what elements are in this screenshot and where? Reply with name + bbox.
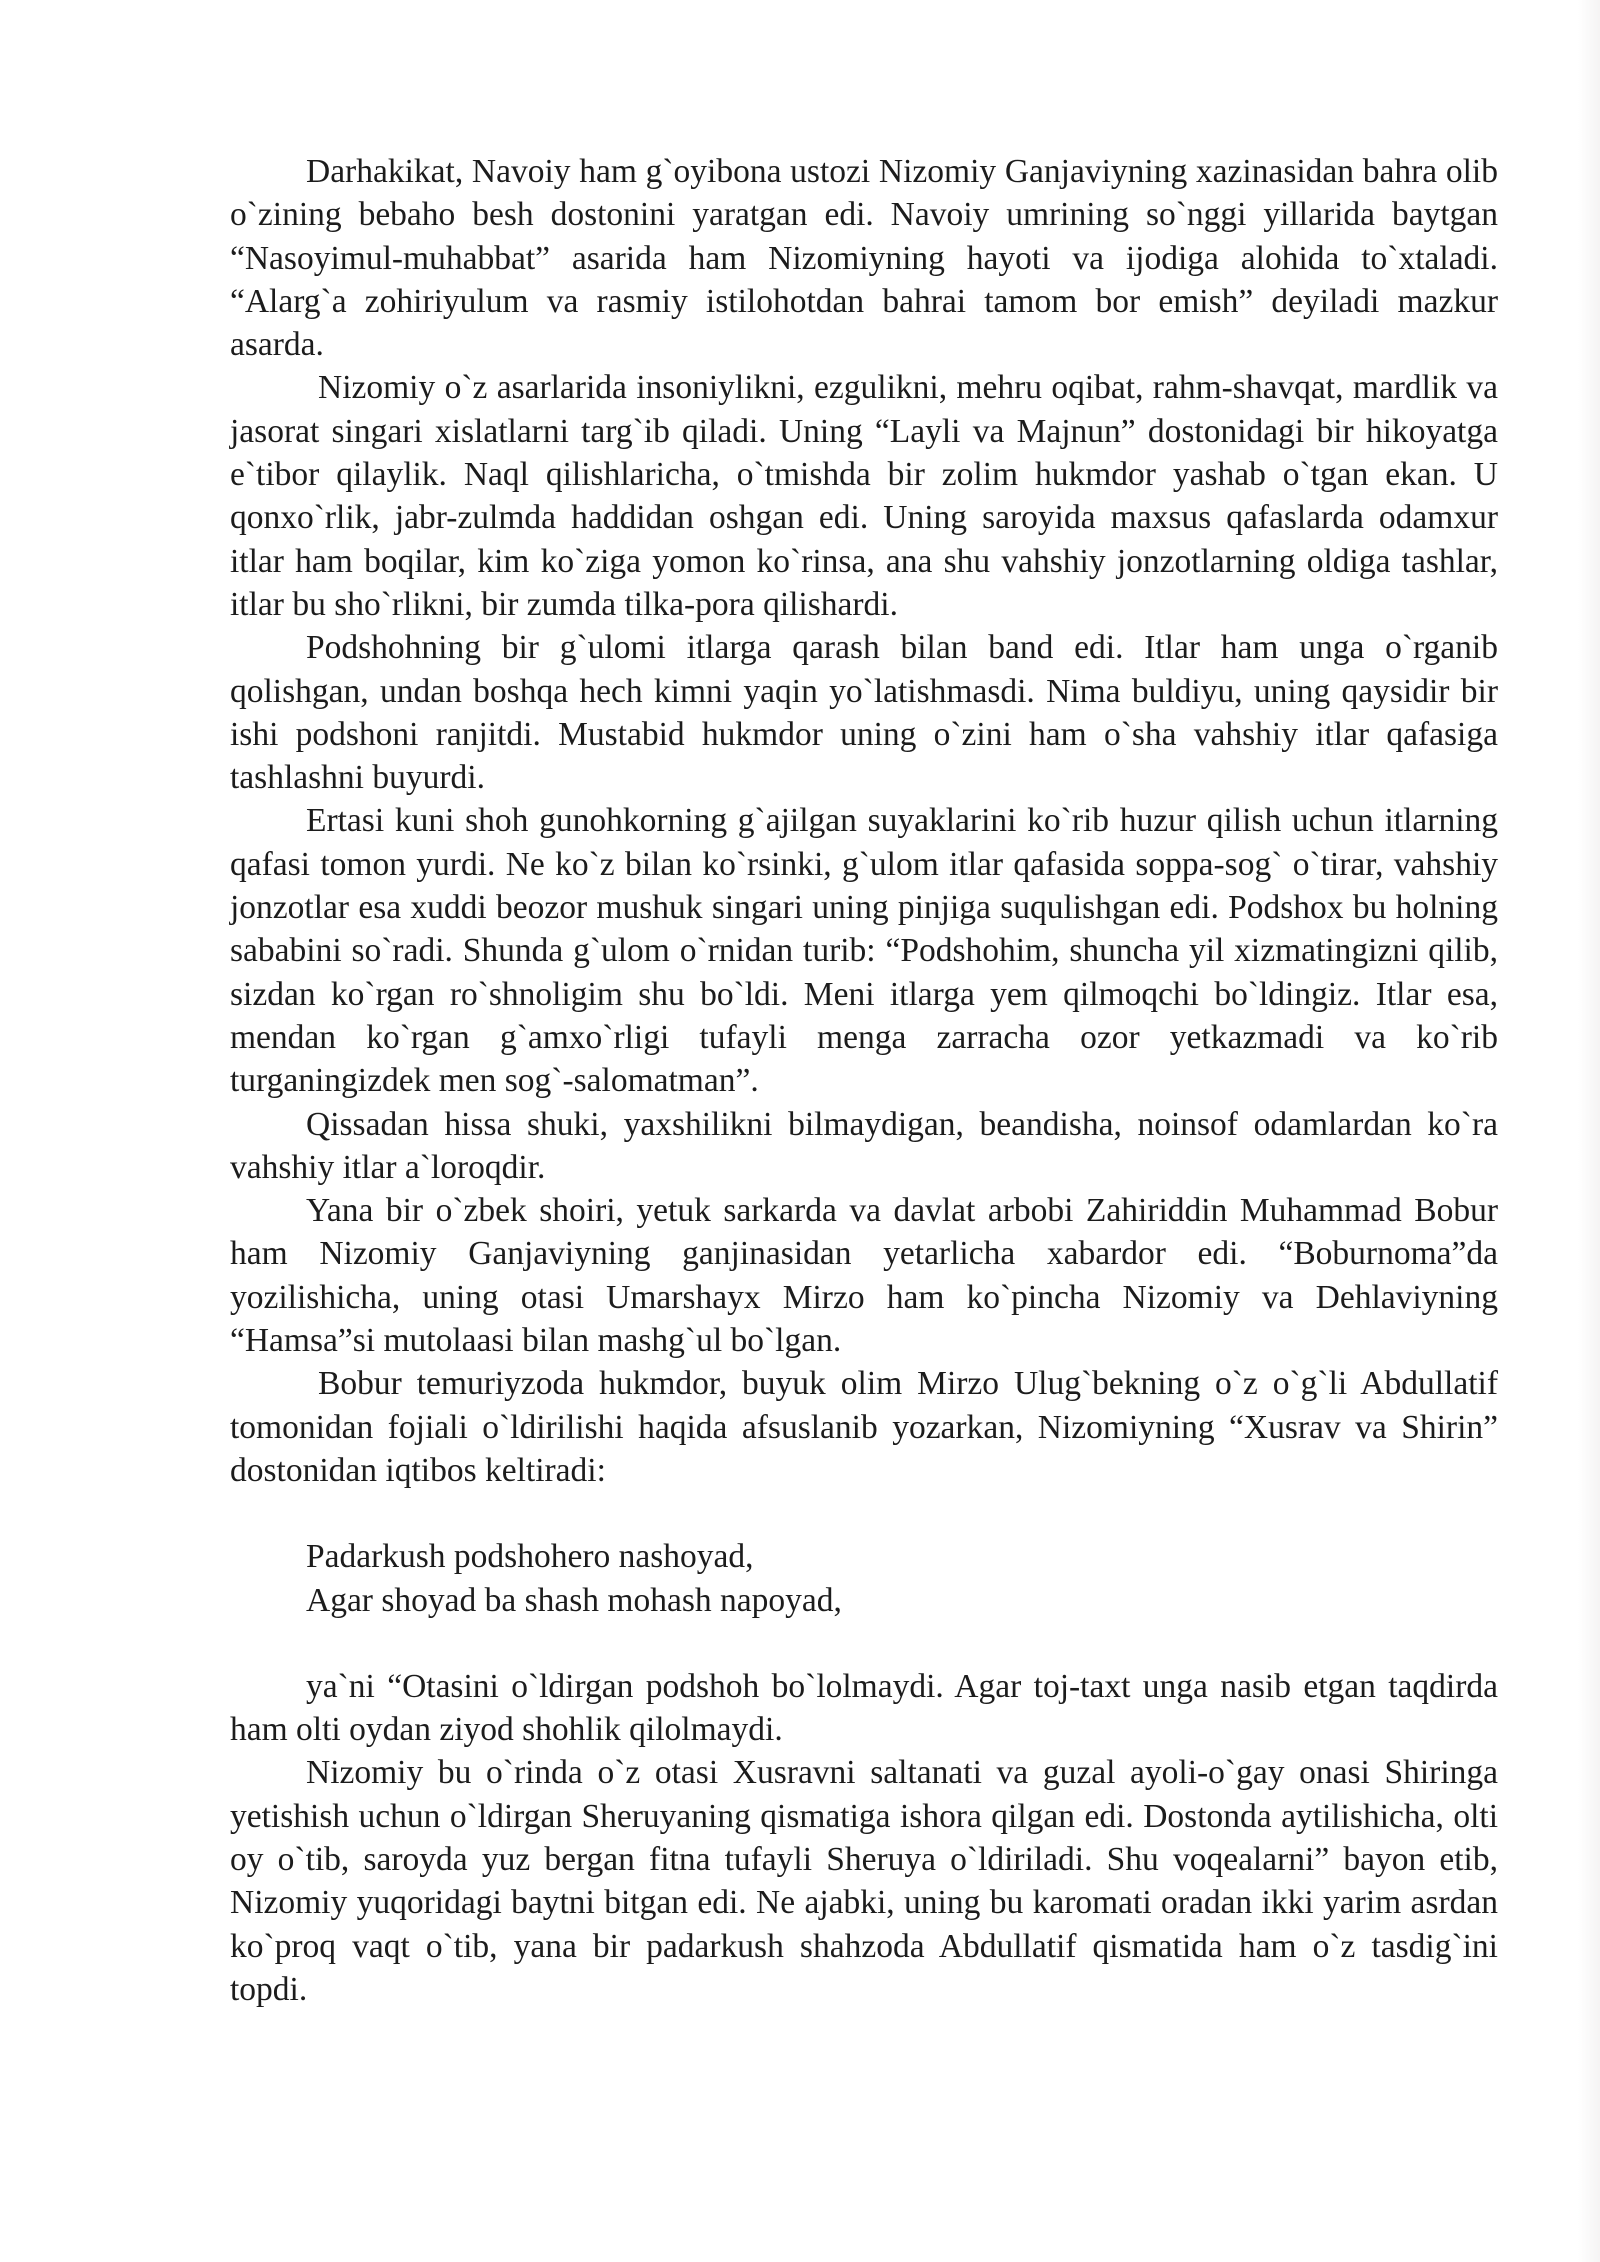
document-page [230, 150, 1498, 2011]
page-edge-shadow [1578, 0, 1600, 2262]
verse-quote [230, 1535, 1498, 1622]
paragraph-navoiy-xazina: Darhakikat, Navoiy ham g`oyibona ustozi Nizomiy Ganjaviyning xazinasidan bahra olib o`zining bebaho besh dostonini yaratgan edi. Navoiy umrining so`nggi yillarida baytgan “Nasoyimul-muhabbat” asarida ham Nizomiyning hayoti va ijodiga alohida to`xtaladi. “Alarg`a zohiriyulum va rasmiy istilohotdan bahrai tamom bor emish” deyiladi mazkur asarda. [230, 153, 1498, 364]
paragraph-nizomiy-xislatlar: Nizomiy o`z asarlarida insoniylikni, ezgulikni, mehru oqibat, rahm-shavqat, mardlik va jasorat singari xislatlarni targ`ib qiladi. Uning “Layli va Majnun” dostonidagi bir hikoyatga e`tibor qilaylik. Naql qilishlaricha, o`tmishda bir zolim hukmdor yashab o`tgan ekan. U qonxo`rlik, jabr-zulmda haddidan oshgan edi. Uning saroyida maxsus qafaslarda odamxur itlar ham boqilar, kim ko`ziga yomon ko`rinsa, ana shu vahshiy jonzotlarning oldiga tashlar, itlar bu sho`rlikni, bir zumda tilka-pora qilishardi. [230, 369, 1498, 623]
verse-line: Agar shoyad ba shash mohash napoyad, [306, 1581, 842, 1619]
paragraph-verse-translation: ya`ni “Otasini o`ldirgan podshoh bo`lolmaydi. Agar toj-taxt unga nasib etgan taqdirda ham olti oydan ziyod shohlik qilolmaydi. [230, 1667, 1498, 1749]
paragraph-gulom-itlar: Podshohning bir g`ulomi itlarga qarash bilan band edi. Itlar ham unga o`rganib qolishgan, undan boshqa hech kimni yaqin yo`latishmasdi. Nima buldiyu, uning qaysidir bir ishi podshoni ranjitdi. Mustabid hukmdor uning o`zini ham o`sha vahshiy itlar qafasiga tashlashni buyurdi. [230, 629, 1498, 797]
verse-line: Padarkush podshohero nashoyad, [306, 1538, 754, 1576]
paragraph-sheruya: Nizomiy bu o`rinda o`z otasi Xusravni saltanati va guzal ayoli-o`gay onasi Shiringa yetishish uchun o`ldirgan Sheruyaning qismatiga ishora qilgan edi. Dostonda aytilishicha, olti oy o`tib, saroyda yuz bergan fitna tufayli Sheruya o`ldiriladi. Shu voqealarni” bayon etib, Nizomiy yuqoridagi baytni bitgan edi. Ne ajabki, uning bu karomati oradan ikki yarim asrdan ko`proq vaqt o`tib, yana bir padarkush shahzoda Abdullatif qismatida ham o`z tasdig`ini topdi. [230, 1754, 1498, 2008]
paragraph-qissadan-hissa: Qissadan hissa shuki, yaxshilikni bilmaydigan, beandisha, noinsof odamlardan ko`ra vahshiy itlar a`loroqdir. [230, 1105, 1498, 1186]
paragraph-bobur-ulugbek: Bobur temuriyzoda hukmdor, buyuk olim Mirzo Ulug`bekning o`z o`g`li Abdullatif tomonidan fojiali o`ldirilishi haqida afsuslanib yozarkan, Nizomiyning “Xusrav va Shirin” dostonidan iqtibos keltiradi: [230, 1365, 1498, 1489]
paragraph-ertasi-kuni: Ertasi kuni shoh gunohkorning g`ajilgan suyaklarini ko`rib huzur qilish uchun itlarning qafasi tomon yurdi. Ne ko`z bilan ko`rsinki, g`ulom itlar qafasida soppa-sog` o`tirar, vahshiy jonzotlar esa xuddi beozor mushuk singari uning pinjiga suqulishgan edi. Podshox bu holning sababini so`radi. Shunda g`ulom o`rnidan turib: “Podshohim, shuncha yil xizmatingizni qilib, sizdan ko`rgan ro`shnoligim shu bo`ldi. Meni itlarga yem qilmoqchi bo`ldingiz. Itlar esa, mendan ko`rgan g`amxo`rligi tufayli menga zarracha ozor yetkazmadi va ko`rib turganingizdek men sog`-salomatman”. [230, 802, 1498, 1100]
paragraph-bobur-nizomiy: Yana bir o`zbek shoiri, yetuk sarkarda va davlat arbobi Zahiriddin Muhammad Bobur ham Nizomiy Ganjaviyning ganjinasidan yetarlicha xabardor edi. “Boburnoma”da yozilishicha, uning otasi Umarshayx Mirzo ham ko`pincha Nizomiy va Dehlaviyning “Hamsa”si mutolaasi bilan mashg`ul bo`lgan. [230, 1192, 1498, 1360]
